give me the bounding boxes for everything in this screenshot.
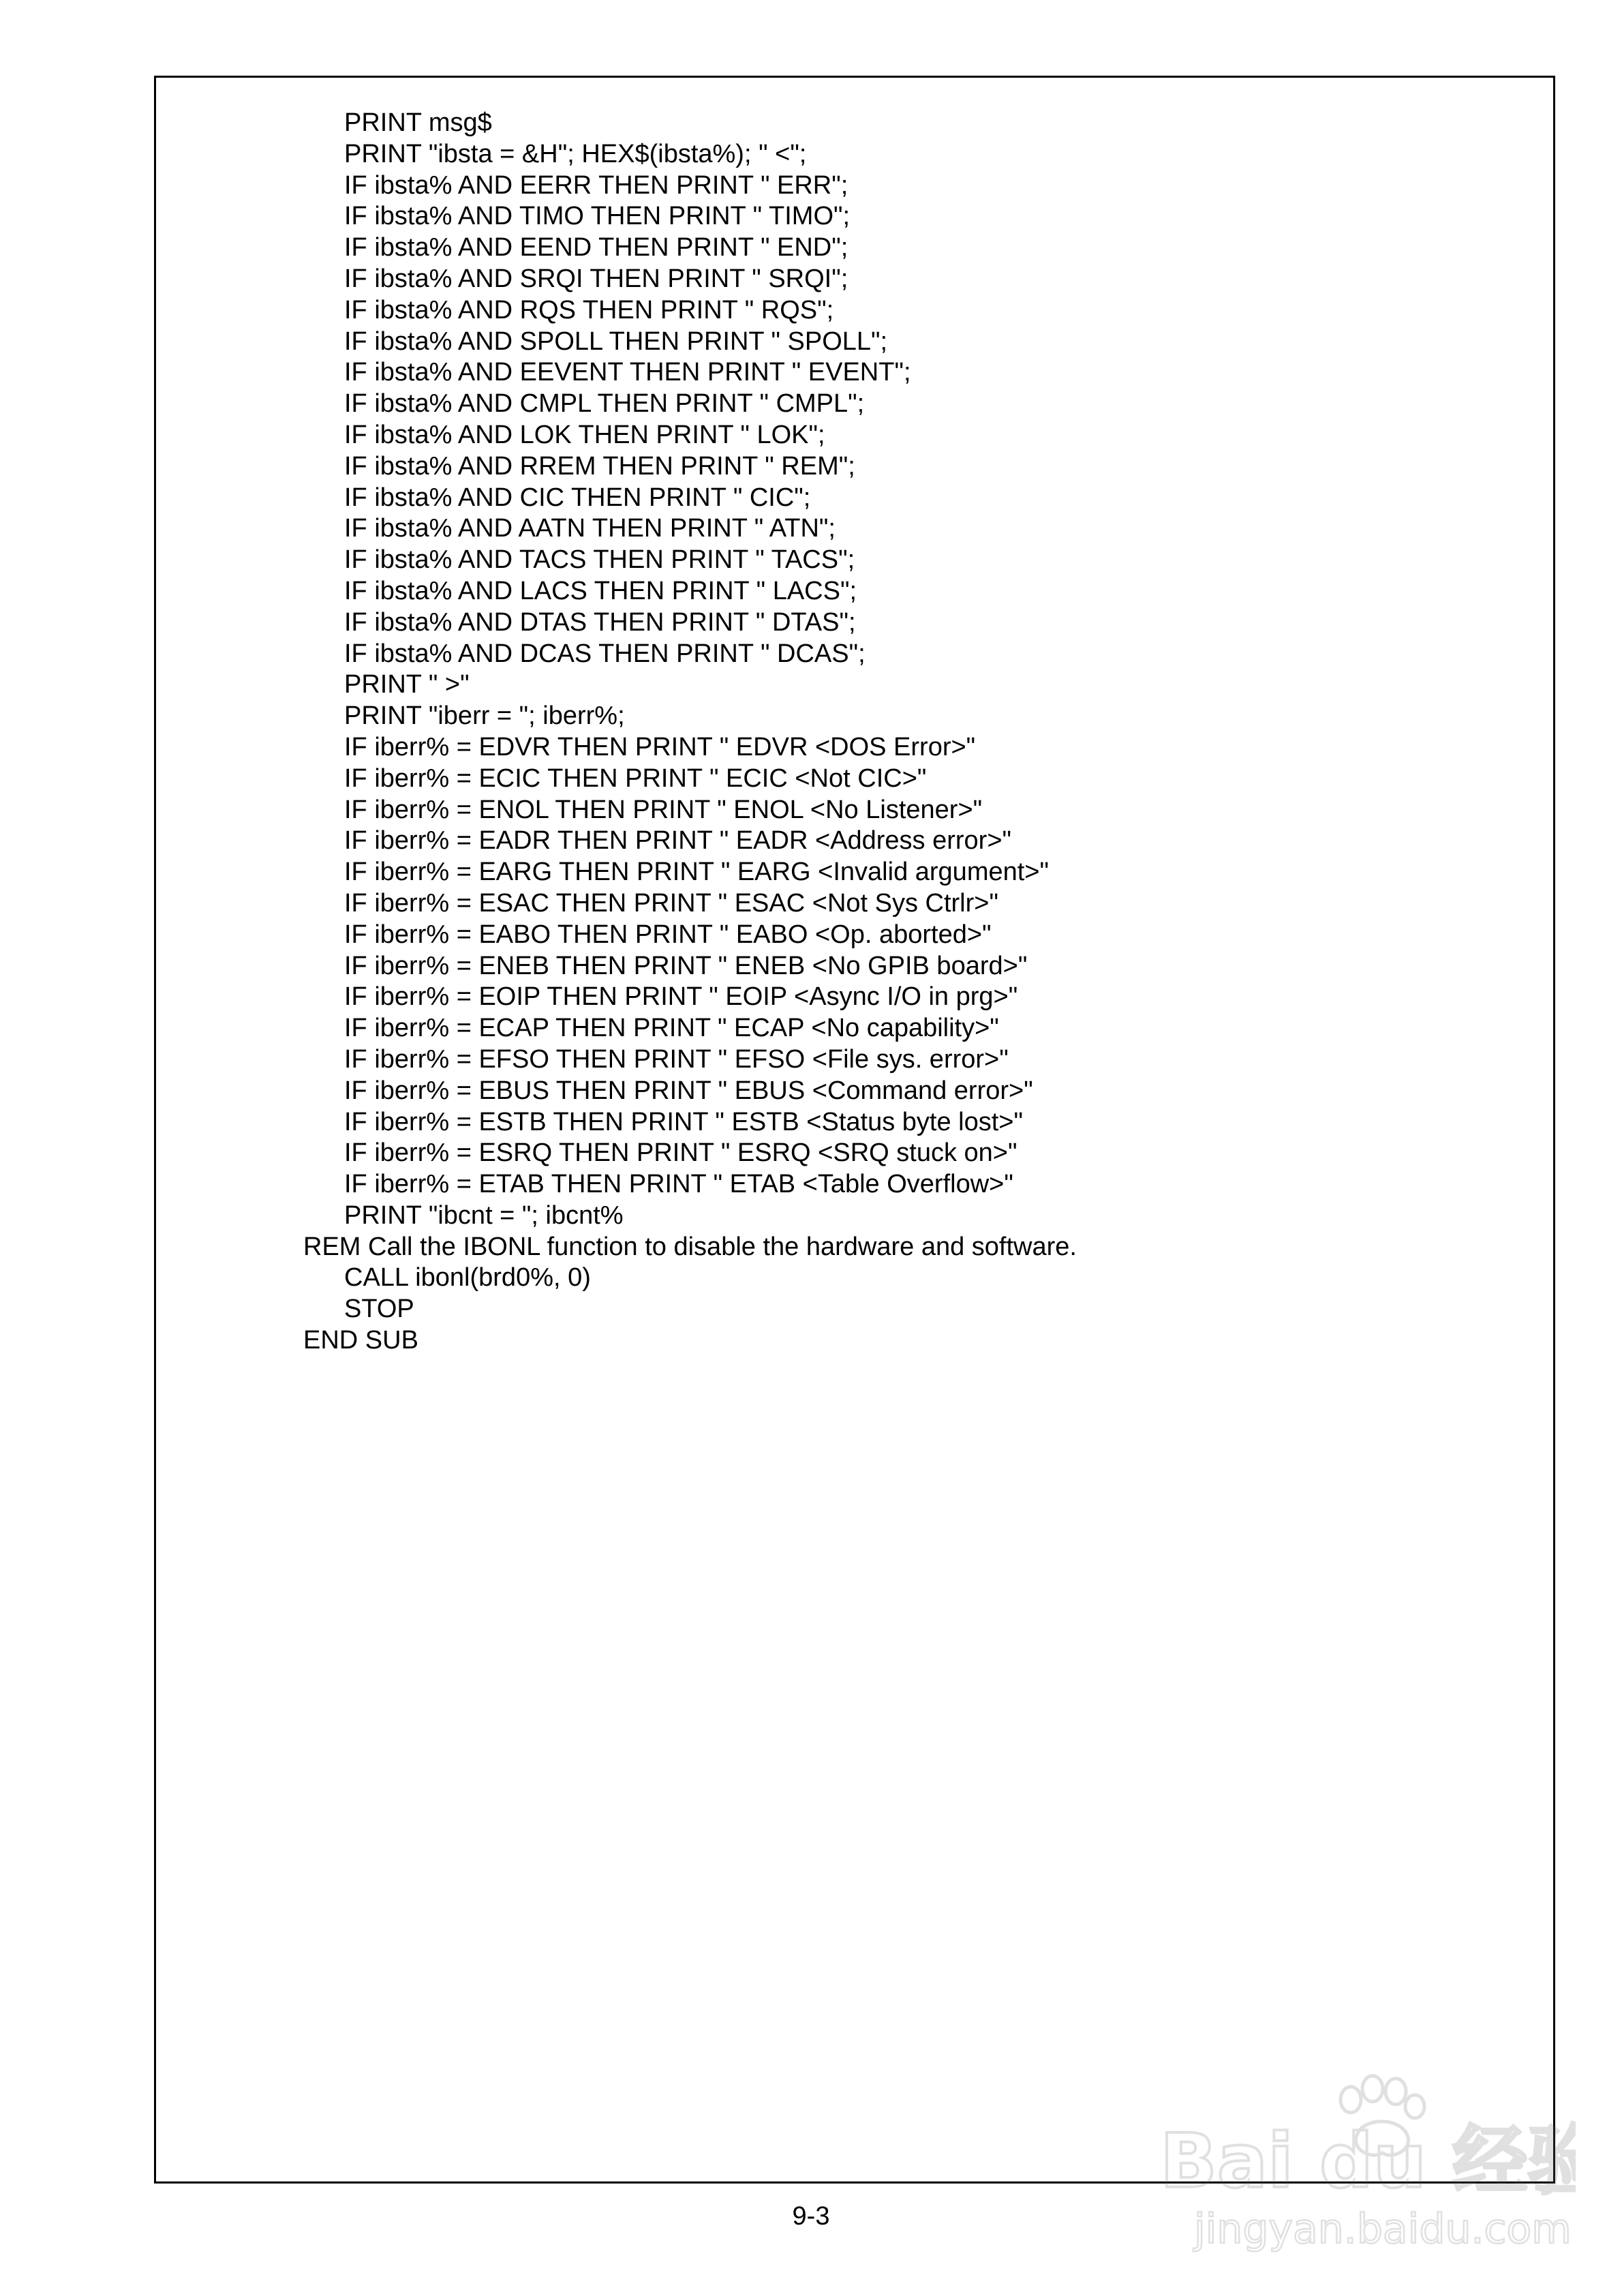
code-line: IF ibsta% AND EEVENT THEN PRINT " EVENT"; — [344, 358, 911, 387]
code-line: IF ibsta% AND LACS THEN PRINT " LACS"; — [344, 576, 857, 605]
code-line: IF ibsta% AND TIMO THEN PRINT " TIMO"; — [344, 202, 851, 231]
code-line: IF ibsta% AND LOK THEN PRINT " LOK"; — [344, 420, 825, 449]
code-line: CALL ibonl(brd0%, 0) — [344, 1263, 591, 1293]
page-number: 9-3 — [792, 2202, 830, 2231]
code-line: PRINT " >" — [344, 670, 470, 699]
code-line: IF iberr% = ECAP THEN PRINT " ECAP <No capability>" — [344, 1014, 999, 1043]
code-line: END SUB — [303, 1326, 418, 1355]
code-line: IF ibsta% AND SRQI THEN PRINT " SRQI"; — [344, 264, 848, 293]
code-line: IF ibsta% AND EERR THEN PRINT " ERR"; — [344, 170, 848, 200]
code-line: IF iberr% = EOIP THEN PRINT " EOIP <Async I/O in prg>" — [344, 982, 1018, 1012]
code-line: IF ibsta% AND TACS THEN PRINT " TACS"; — [344, 545, 855, 575]
code-line: IF iberr% = ENOL THEN PRINT " ENOL <No Listener>" — [344, 795, 983, 824]
code-line: IF iberr% = EADR THEN PRINT " EADR <Address error>" — [344, 826, 1012, 856]
watermark-brand: Bai du 经验 — [1160, 2117, 1576, 2205]
code-line: IF ibsta% AND EEND THEN PRINT " END"; — [344, 233, 848, 262]
code-line: IF iberr% = EDVR THEN PRINT " EDVR <DOS Error>" — [344, 732, 976, 761]
code-line: IF iberr% = ECIC THEN PRINT " ECIC <Not CIC>" — [344, 764, 927, 793]
baidu-watermark — [1153, 2057, 1576, 2255]
code-line: IF iberr% = ESAC THEN PRINT " ESAC <Not Sys Ctrlr>" — [344, 888, 998, 918]
code-line: REM Call the IBONL function to disable the hardware and software. — [303, 1232, 1077, 1261]
code-line: IF ibsta% AND RQS THEN PRINT " RQS"; — [344, 295, 834, 324]
code-line: IF ibsta% AND AATN THEN PRINT " ATN"; — [344, 514, 836, 543]
code-line: IF iberr% = EABO THEN PRINT " EABO <Op. aborted>" — [344, 920, 992, 949]
code-line: IF ibsta% AND DTAS THEN PRINT " DTAS"; — [344, 607, 856, 637]
code-listing — [303, 108, 1077, 1357]
code-line: IF ibsta% AND RREM THEN PRINT " REM"; — [344, 451, 855, 481]
code-line: PRINT msg$ — [344, 108, 492, 137]
code-line: IF ibsta% AND CMPL THEN PRINT " CMPL"; — [344, 389, 865, 419]
code-line: PRINT "ibcnt = "; ibcnt% — [344, 1200, 624, 1230]
code-line: IF ibsta% AND DCAS THEN PRINT " DCAS"; — [344, 639, 866, 668]
code-line: IF iberr% = ESRQ THEN PRINT " ESRQ <SRQ stuck on>" — [344, 1138, 1017, 1168]
code-line: IF iberr% = ESTB THEN PRINT " ESTB <Status byte lost>" — [344, 1107, 1023, 1136]
code-line: IF iberr% = ENEB THEN PRINT " ENEB <No GPIB board>" — [344, 951, 1028, 980]
code-line: IF ibsta% AND SPOLL THEN PRINT " SPOLL"; — [344, 327, 888, 356]
code-line: IF iberr% = EBUS THEN PRINT " EBUS <Command error>" — [344, 1076, 1033, 1105]
code-line: IF iberr% = EARG THEN PRINT " EARG <Invalid argument>" — [344, 858, 1049, 887]
code-line: PRINT "iberr = "; iberr%; — [344, 701, 625, 731]
code-line: IF ibsta% AND CIC THEN PRINT " CIC"; — [344, 483, 811, 512]
code-line: PRINT "ibsta = &H"; HEX$(ibsta%); " <"; — [344, 139, 807, 168]
watermark-url: jingyan.baidu.com — [1194, 2205, 1572, 2253]
code-line: IF iberr% = EFSO THEN PRINT " EFSO <File sys. error>" — [344, 1044, 1009, 1074]
code-line: STOP — [344, 1295, 414, 1324]
code-line: IF iberr% = ETAB THEN PRINT " ETAB <Table Overflow>" — [344, 1170, 1013, 1199]
